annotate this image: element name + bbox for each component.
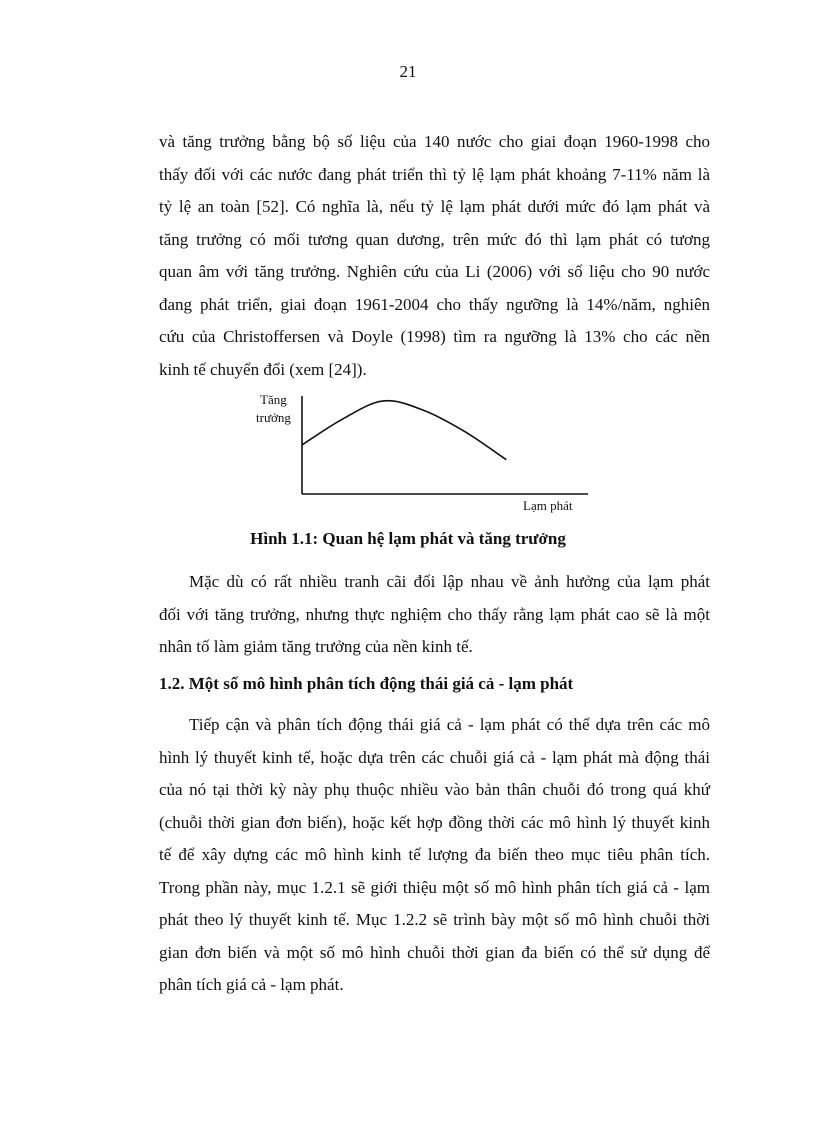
paragraph-3-line: phát theo lý thuyết kinh tế. Mục 1.2.2 sẽ trình bày một số mô hình chuỗi thời [159, 910, 710, 929]
paragraph-3-line: phân tích giá cả - lạm phát. [159, 975, 344, 994]
paragraph-1-line: tăng trưởng có mối tương quan dương, trên mức đó thì lạm phát có tương [159, 229, 710, 249]
paragraph-1-line: thấy đối với các nước đang phát triển thì tỷ lệ lạm phát khoảng 7-11% năm là [159, 164, 710, 184]
paragraph-1-line: kinh tế chuyển đổi (xem [24]). [159, 359, 367, 379]
growth-curve [302, 401, 506, 460]
paragraph-2-line: đối với tăng trưởng, nhưng thực nghiệm cho thấy rằng lạm phát cao sẽ là một [159, 604, 710, 624]
page-number: 21 [399, 62, 417, 81]
paragraph-2 [159, 566, 710, 664]
x-axis-label: Lạm phát [523, 498, 573, 513]
paragraph-3-line: Tiếp cận và phân tích động thái giá cả - lạm phát có thể dựa trên các mô [189, 715, 710, 734]
paragraph-3-line: tế để xây dựng các mô hình kinh tế lượng đa biến theo mục tiêu phân tích. [159, 845, 710, 864]
paragraph-3-line: (chuỗi thời gian đơn biến), hoặc kết hợp đồng thời các mô hình lý thuyết kinh [159, 812, 710, 832]
paragraph-1-line: đang phát triển, giai đoạn 1961-2004 cho thấy ngưỡng là 14%/năm, nghiên [159, 294, 710, 314]
paragraph-1-line: và tăng trưởng bằng bộ số liệu của 140 nước cho giai đoạn 1960-1998 cho [159, 132, 710, 151]
paragraph-3-line: gian đơn biến và một số mô hình chuỗi thời gian đa biến có thể sử dụng để [159, 942, 710, 962]
paragraph-1-line: quan âm với tăng trưởng. Nghiên cứu của Li (2006) với số liệu cho 90 nước [159, 262, 710, 281]
figure-inflation-growth [250, 388, 590, 516]
paragraph-3-line: hình lý thuyết kinh tế, hoặc dựa trên các chuỗi giá cả - lạm phát mà động thái [159, 747, 710, 767]
paragraph-2-line: Mặc dù có rất nhiều tranh cãi đối lập nhau về ảnh hưởng của lạm phát [189, 572, 710, 591]
paragraph-2-line: nhân tố làm giảm tăng trưởng của nền kinh tế. [159, 637, 473, 656]
figure-caption: Hình 1.1: Quan hệ lạm phát và tăng trưởng [250, 529, 566, 548]
paragraph-1-line: tỷ lệ an toàn [52]. Có nghĩa là, nếu tỷ lệ lạm phát dưới mức đó lạm phát và [159, 197, 710, 216]
section-heading: 1.2. Một số mô hình phân tích động thái giá cả - lạm phát [159, 674, 574, 693]
y-axis-label-line-2: trưởng [256, 410, 291, 425]
paragraph-1 [159, 126, 710, 386]
y-axis-label-line-1: Tăng [260, 392, 287, 407]
paragraph-1-line: cứu của Christoffersen và Doyle (1998) tìm ra ngưỡng là 13% cho các nền [159, 327, 710, 346]
paragraph-3-line: của nó tại thời kỳ này phụ thuộc nhiều vào bản thân chuỗi đó trong quá khứ [159, 780, 710, 799]
paragraph-3-line: Trong phần này, mục 1.2.1 sẽ giới thiệu một số mô hình phân tích giá cả - lạm [159, 877, 710, 897]
paragraph-3 [159, 709, 710, 1002]
growth-chart [250, 388, 590, 516]
